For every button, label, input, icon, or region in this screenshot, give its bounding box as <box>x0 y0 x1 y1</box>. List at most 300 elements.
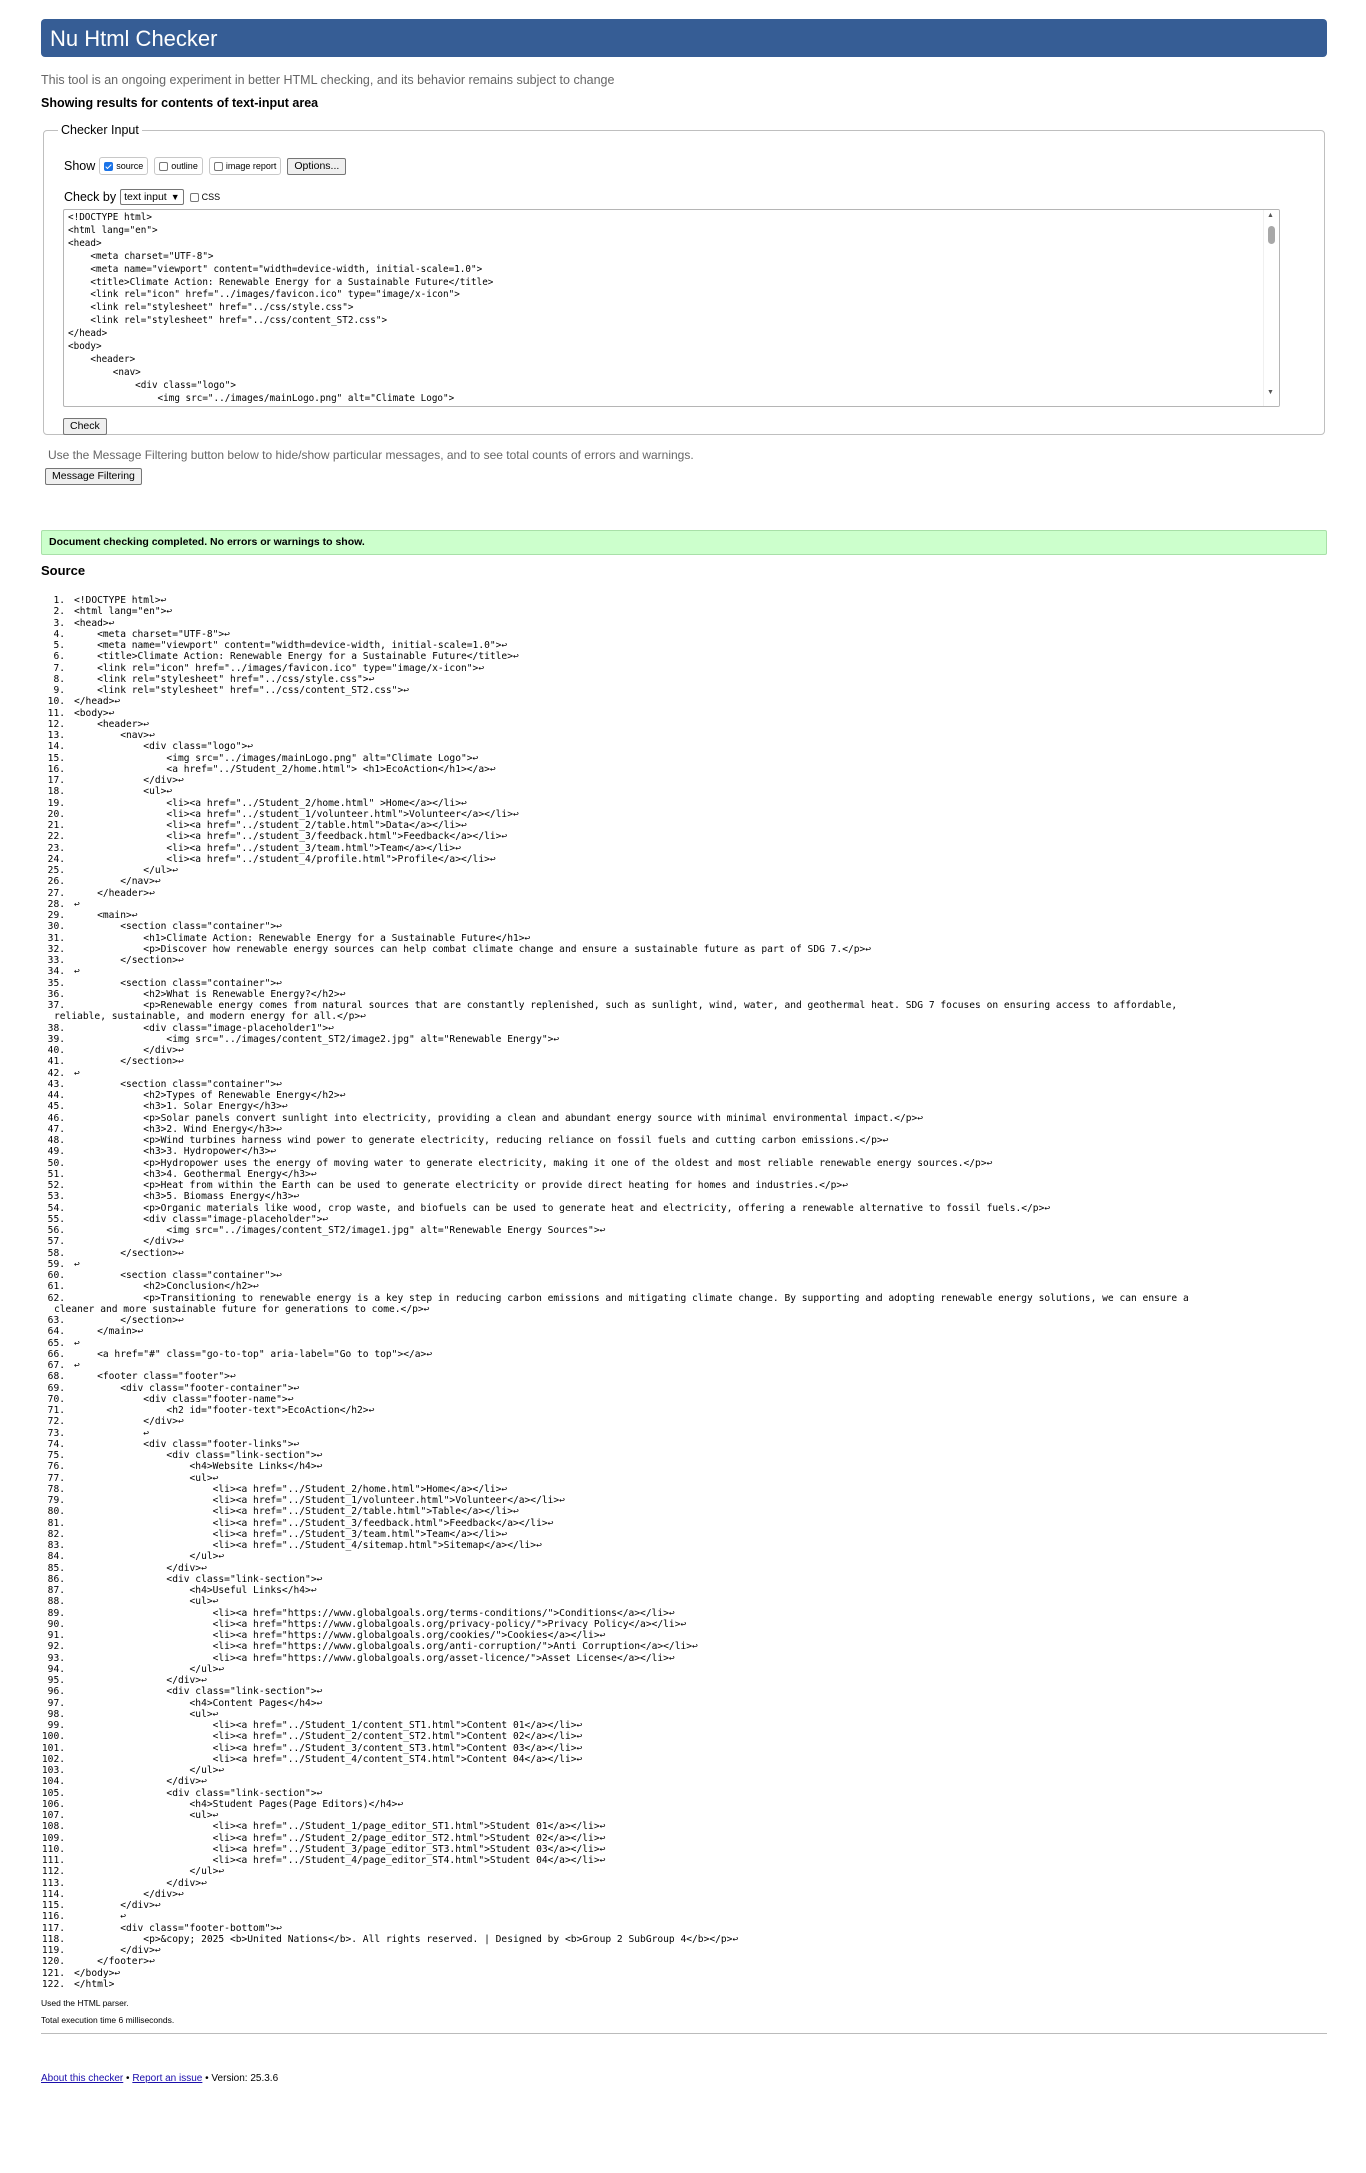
source-line <box>39 1698 1339 1709</box>
line-code: <section class="container">↩ <box>74 1270 282 1281</box>
outline-checkbox[interactable] <box>159 162 168 171</box>
line-number: 116. <box>41 1911 65 1923</box>
line-code: </div>↩ <box>74 1562 207 1574</box>
line-number: 50. <box>47 1157 65 1169</box>
source-line <box>39 820 1339 831</box>
line-number: 88. <box>47 1596 65 1608</box>
line-code: <h2>Conclusion</h2>↩ <box>74 1281 259 1293</box>
line-code: <li><a href="https://www.globalgoals.org/cookies/">Cookies</a></li>↩ <box>74 1630 606 1641</box>
line-number: 11. <box>47 707 65 719</box>
line-number: 80. <box>47 1506 65 1518</box>
line-number: 78. <box>47 1483 65 1495</box>
line-number: 118. <box>41 1933 65 1945</box>
source-line <box>39 1304 1339 1315</box>
line-code: </main>↩ <box>74 1326 144 1338</box>
line-number: 54. <box>47 1202 65 1214</box>
check-button[interactable]: Check <box>63 418 107 435</box>
line-number: 27. <box>47 887 65 899</box>
line-code: <li><a href="../Student_1/volunteer.html">Volunteer</a></li>↩ <box>74 1495 565 1506</box>
message-filtering-button[interactable]: Message Filtering <box>45 468 142 485</box>
line-number: 74. <box>47 1438 65 1450</box>
line-code: <h2 id="footer-text">EcoAction</h2>↩ <box>74 1405 375 1416</box>
line-code: <link rel="stylesheet" href="../css/style.css">↩ <box>74 673 375 685</box>
source-line <box>39 1180 1339 1191</box>
line-code: <p>&copy; 2025 <b>United Nations</b>. All rights reserved. | Designed by <b>Group 2 SubGroup 4</b></p>↩ <box>74 1933 739 1945</box>
line-code: <meta name="viewport" content="width=device-width, initial-scale=1.0">↩ <box>74 640 508 651</box>
line-number: 119. <box>41 1945 65 1956</box>
css-checkbox[interactable] <box>190 193 199 202</box>
source-line <box>39 1855 1339 1866</box>
source-line <box>39 1686 1339 1697</box>
line-code: <h3>5. Biomass Energy</h3>↩ <box>74 1191 300 1203</box>
line-number: 68. <box>47 1371 65 1383</box>
source-line <box>39 1338 1339 1349</box>
check-by-select[interactable] <box>120 189 184 205</box>
css-label: CSS <box>201 192 221 202</box>
line-code: ↩ <box>74 1427 150 1439</box>
line-code: <h3>2. Wind Energy</h3>↩ <box>74 1123 282 1135</box>
source-line <box>39 1911 1339 1922</box>
line-number: 9. <box>53 685 65 696</box>
source-line <box>39 1270 1339 1281</box>
line-number: 47. <box>47 1123 65 1135</box>
checker-input-fieldset <box>43 123 1325 435</box>
line-number: 97. <box>47 1697 65 1709</box>
showing-results-heading: Showing results for contents of text-input area <box>41 96 319 110</box>
line-code: <li><a href="../Student_1/page_editor_ST1.html">Student 01</a></li>↩ <box>74 1821 606 1833</box>
line-code: </header>↩ <box>74 887 155 899</box>
line-number: 90. <box>47 1618 65 1630</box>
source-line <box>39 1326 1339 1337</box>
line-number: 46. <box>47 1112 65 1124</box>
source-line <box>39 1405 1339 1416</box>
source-line <box>39 651 1339 662</box>
source-line <box>39 1574 1339 1585</box>
line-code: <li><a href="../Student_2/page_editor_ST2.html">Student 02</a></li>↩ <box>74 1832 606 1844</box>
report-issue-link[interactable]: Report an issue <box>132 2073 203 2084</box>
source-line <box>39 741 1339 752</box>
line-code: </div>↩ <box>74 1888 184 1900</box>
version-text: • Version: 25.3.6 <box>202 2073 279 2084</box>
line-code: <li><a href="../Student_2/content_ST2.html">Content 02</a></li>↩ <box>74 1731 583 1743</box>
line-code: <li><a href="../Student_3/content_ST3.html">Content 03</a></li>↩ <box>74 1742 583 1754</box>
line-number: 45. <box>47 1101 65 1113</box>
check-by-value: text input <box>124 191 167 203</box>
line-number: 99. <box>47 1720 65 1731</box>
image-report-checkbox[interactable] <box>214 162 223 171</box>
source-line <box>39 944 1339 955</box>
line-number: 109. <box>41 1832 65 1844</box>
source-line <box>39 1664 1339 1675</box>
line-code: <p>Renewable energy comes from natural sources that are constantly replenished, such as sunlight, wind, water, and geothermal heat. SDG 7 focuses on ensuring access to affordable, <box>74 1000 1178 1011</box>
source-line <box>39 618 1339 629</box>
line-code: </ul>↩ <box>74 1551 225 1563</box>
source-line <box>39 1068 1339 1079</box>
line-number: 24. <box>47 853 65 865</box>
line-code: ↩ <box>74 898 80 910</box>
source-line <box>39 1439 1339 1450</box>
line-number: 81. <box>47 1517 65 1529</box>
source-line <box>39 1473 1339 1484</box>
line-code: <li><a href="../student_2/table.html">Data</a></li>↩ <box>74 820 467 831</box>
line-code: <body>↩ <box>74 707 115 719</box>
line-number: 89. <box>47 1607 65 1619</box>
source-line <box>39 1833 1339 1844</box>
source-line <box>39 719 1339 730</box>
source-line <box>39 1371 1339 1382</box>
line-number: 30. <box>47 921 65 933</box>
line-number: 18. <box>47 786 65 798</box>
line-number: 48. <box>47 1135 65 1146</box>
show-source-option[interactable] <box>99 157 148 175</box>
source-line <box>39 1596 1339 1607</box>
source-line <box>39 978 1339 989</box>
line-code: </div>↩ <box>74 1236 184 1248</box>
line-number: 37. <box>47 1000 65 1011</box>
line-number: 73. <box>47 1427 65 1439</box>
line-number: 35. <box>47 977 65 989</box>
line-code: <section class="container">↩ <box>74 977 282 989</box>
line-code: <li><a href="../Student_4/content_ST4.html">Content 04</a></li>↩ <box>74 1753 583 1765</box>
line-number: 120. <box>41 1956 65 1968</box>
line-number: 15. <box>47 752 65 764</box>
source-line <box>39 1878 1339 1889</box>
scroll-down-icon[interactable]: ▼ <box>1267 389 1274 396</box>
source-line <box>39 730 1339 741</box>
line-number: 53. <box>47 1191 65 1203</box>
source-option-label: source <box>116 161 144 171</box>
line-code: <img src="../images/content_ST2/image2.jpg" alt="Renewable Energy">↩ <box>74 1033 560 1045</box>
line-code: <div class="link-section">↩ <box>74 1573 323 1585</box>
source-checkbox[interactable] <box>104 162 113 171</box>
line-number: 94. <box>47 1663 65 1675</box>
show-outline-option[interactable] <box>154 157 203 175</box>
line-code: </div>↩ <box>74 1416 184 1428</box>
source-line <box>39 1158 1339 1169</box>
line-number: 100. <box>41 1731 65 1743</box>
line-number: 17. <box>47 775 65 786</box>
source-line <box>39 854 1339 865</box>
source-line <box>39 1889 1339 1900</box>
line-number: 34. <box>47 966 65 978</box>
source-line <box>39 1124 1339 1135</box>
line-code: <li><a href="../Student_2/table.html">Table</a></li>↩ <box>74 1506 519 1518</box>
line-number: 105. <box>41 1787 65 1799</box>
line-number: 122. <box>41 1978 65 1990</box>
line-number: 121. <box>41 1967 65 1979</box>
line-number: 60. <box>47 1270 65 1281</box>
line-number: 19. <box>47 797 65 809</box>
source-line <box>39 1900 1339 1911</box>
line-number: 69. <box>47 1382 65 1394</box>
source-line <box>39 1349 1339 1360</box>
line-number: 1. <box>53 595 65 606</box>
line-number: 63. <box>47 1315 65 1326</box>
source-line <box>39 888 1339 899</box>
source-line <box>39 1214 1339 1225</box>
line-number: 61. <box>47 1281 65 1293</box>
line-number: 40. <box>47 1045 65 1056</box>
line-code: <p>Organic materials like wood, crop waste, and biofuels can be used to generate heat and electricity, offering a renewable alternative to fossil fuels.</p>↩ <box>74 1202 1051 1214</box>
line-number: 82. <box>47 1528 65 1540</box>
line-code: <li><a href="../Student_4/sitemap.html">Sitemap</a></li>↩ <box>74 1540 542 1551</box>
source-line <box>39 1776 1339 1787</box>
line-code: ↩ <box>74 1911 126 1923</box>
line-number: 21. <box>47 820 65 831</box>
line-number: 22. <box>47 831 65 843</box>
line-code: ↩ <box>74 1258 80 1270</box>
source-textarea[interactable] <box>63 209 1280 407</box>
chevron-down-icon: ▼ <box>170 192 180 202</box>
line-code: <meta charset="UTF-8">↩ <box>74 628 230 640</box>
line-code: <li><a href="../Student_2/home.html" >Home</a></li>↩ <box>74 797 467 809</box>
line-number: 98. <box>47 1708 65 1720</box>
line-number: 86. <box>47 1573 65 1585</box>
line-code: <section class="container">↩ <box>74 921 282 933</box>
line-code: <div class="image-placeholder1">↩ <box>74 1022 334 1034</box>
source-line <box>39 1225 1339 1236</box>
line-number: 32. <box>47 943 65 955</box>
line-code: <div class="link-section">↩ <box>74 1450 323 1461</box>
line-number: 12. <box>47 718 65 730</box>
source-line <box>39 989 1339 1000</box>
line-number: 31. <box>47 932 65 944</box>
line-code: <p>Wind turbines harness wind power to generate electricity, reducing reliance on fossil fuels and cutting carbon emissions.</p>↩ <box>74 1135 889 1146</box>
line-code: <div class="image-placeholder">↩ <box>74 1213 329 1225</box>
line-number: 39. <box>47 1033 65 1045</box>
line-code: <nav>↩ <box>74 730 155 741</box>
line-number: 114. <box>41 1888 65 1900</box>
line-number: 8. <box>53 673 65 685</box>
line-number: 41. <box>47 1056 65 1068</box>
line-number: 49. <box>47 1146 65 1158</box>
line-number: 36. <box>47 988 65 1000</box>
line-number: 43. <box>47 1078 65 1090</box>
line-number: 102. <box>41 1753 65 1765</box>
source-line <box>39 629 1339 640</box>
source-line <box>39 1416 1339 1427</box>
line-number: 38. <box>47 1022 65 1034</box>
line-code: <h2>What is Renewable Energy?</h2>↩ <box>74 988 346 1000</box>
line-code: <div class="footer-bottom">↩ <box>74 1922 282 1934</box>
line-number: 51. <box>47 1168 65 1180</box>
source-line <box>39 1720 1339 1731</box>
line-code: </head>↩ <box>74 696 121 708</box>
outline-option-label: outline <box>171 161 198 171</box>
options-button[interactable]: Options... <box>287 158 346 175</box>
source-line <box>39 1810 1339 1821</box>
line-number: 103. <box>41 1765 65 1776</box>
line-number: 111. <box>41 1855 65 1866</box>
source-line <box>39 1135 1339 1146</box>
line-code: reliable, sustainable, and modern energy for all.</p>↩ <box>54 1011 366 1023</box>
line-number: 112. <box>41 1866 65 1878</box>
source-line <box>39 1113 1339 1124</box>
source-heading: Source <box>41 563 86 578</box>
source-line <box>39 1754 1339 1765</box>
line-code: <div class="footer-links">↩ <box>74 1438 300 1450</box>
line-number: 104. <box>41 1776 65 1788</box>
line-code: </div>↩ <box>74 1877 207 1889</box>
line-code: <div class="footer-name">↩ <box>74 1393 294 1405</box>
source-line <box>39 663 1339 674</box>
line-code: </ul>↩ <box>74 1663 225 1675</box>
source-line <box>39 1281 1339 1292</box>
source-line <box>39 674 1339 685</box>
line-number: 56. <box>47 1225 65 1236</box>
line-code: <header>↩ <box>74 718 150 730</box>
line-code: </ul>↩ <box>74 865 178 876</box>
line-number: 52. <box>47 1180 65 1191</box>
source-line <box>39 1034 1339 1045</box>
scroll-up-icon[interactable]: ▲ <box>1267 212 1274 219</box>
show-label: Show <box>64 159 96 173</box>
source-line <box>39 708 1339 719</box>
line-number: 28. <box>47 898 65 910</box>
line-code: <li><a href="../Student_3/feedback.html">Feedback</a></li>↩ <box>74 1517 554 1529</box>
line-code: <div class="link-section">↩ <box>74 1787 323 1799</box>
line-code: <a href="#" class="go-to-top" aria-label="Go to top"></a>↩ <box>74 1348 433 1360</box>
source-line <box>39 1259 1339 1270</box>
source-line <box>39 1394 1339 1405</box>
line-number: 87. <box>47 1585 65 1596</box>
line-number: 2. <box>53 606 65 618</box>
line-code: cleaner and more sustainable future for generations to come.</p>↩ <box>54 1303 430 1315</box>
source-line <box>39 1743 1339 1754</box>
source-line <box>39 1191 1339 1202</box>
line-code: <img src="../images/mainLogo.png" alt="Climate Logo">↩ <box>74 752 479 764</box>
source-line <box>39 899 1339 910</box>
source-line <box>39 809 1339 820</box>
page-title: Nu Html Checker <box>50 26 218 51</box>
line-number: 77. <box>47 1472 65 1484</box>
line-number: 83. <box>47 1540 65 1551</box>
source-line <box>39 1428 1339 1439</box>
source-line <box>39 1619 1339 1630</box>
line-code: </html> <box>74 1978 115 1990</box>
line-code: <link rel="stylesheet" href="../css/content_ST2.css">↩ <box>74 685 410 696</box>
line-number: 55. <box>47 1213 65 1225</box>
filter-help-text: Use the Message Filtering button below to hide/show particular messages, and to see total counts of errors and warnings. <box>48 448 694 462</box>
line-number: 110. <box>41 1843 65 1855</box>
line-number: 65. <box>47 1337 65 1349</box>
line-code: <ul>↩ <box>74 1708 219 1720</box>
about-link[interactable]: About this checker <box>41 2073 124 2084</box>
line-code: <main>↩ <box>74 910 138 921</box>
source-line <box>39 1675 1339 1686</box>
source-line <box>39 1079 1339 1090</box>
footer-separator: • <box>123 2073 133 2084</box>
source-textarea-content: <!DOCTYPE html> <html lang="en"> <head> <meta charset="UTF-8"> <meta name="viewport" content="width=device-width, initial-scale=1.0"> <title>Climate Action: Renewable Energy for a Sustainable Future</title> <link rel="icon" href="../images/favicon.ico" type="image/x-icon"> <link rel="stylesheet" href="../css/style.css"> <link rel="stylesheet" href="../css/content_ST2.css"> </head> <body> <header> <nav> <div class="logo"> <img src="../images/mainLogo.png" alt="Climate Logo"> <box>68 212 494 404</box>
source-line <box>39 876 1339 887</box>
textarea-scrollbar[interactable] <box>1263 210 1279 406</box>
parser-note: Used the HTML parser. <box>41 1998 129 2008</box>
line-number: 6. <box>53 651 65 663</box>
source-line <box>39 1529 1339 1540</box>
line-code: <h2>Types of Renewable Energy</h2>↩ <box>74 1090 346 1101</box>
line-code: <link rel="icon" href="../images/favicon.ico" type="image/x-icon">↩ <box>74 662 485 674</box>
line-code: <head>↩ <box>74 617 115 629</box>
line-code: <h4>Student Pages(Page Editors)</h4>↩ <box>74 1798 404 1810</box>
line-number: 93. <box>47 1652 65 1664</box>
line-number: 16. <box>47 763 65 775</box>
source-line <box>39 831 1339 842</box>
show-image-report-option[interactable] <box>209 157 282 175</box>
line-code: <ul>↩ <box>74 786 173 798</box>
line-code: </section>↩ <box>74 955 184 966</box>
scrollbar-thumb[interactable] <box>1268 226 1275 244</box>
line-code: </div>↩ <box>74 1945 161 1956</box>
line-code: </ul>↩ <box>74 1866 225 1878</box>
line-code: </div>↩ <box>74 1900 161 1911</box>
line-number: 14. <box>47 741 65 753</box>
line-code: <li><a href="../student_1/volunteer.html">Volunteer</a></li>↩ <box>74 808 519 820</box>
line-number: 115. <box>41 1900 65 1911</box>
source-line <box>39 1315 1339 1326</box>
line-number: 44. <box>47 1090 65 1101</box>
source-line <box>39 640 1339 651</box>
line-code: <li><a href="../Student_3/team.html">Team</a></li>↩ <box>74 1528 508 1540</box>
line-code: <title>Climate Action: Renewable Energy for a Sustainable Future</title>↩ <box>74 651 519 663</box>
source-line <box>39 1146 1339 1157</box>
source-line <box>39 1956 1339 1967</box>
line-code: <ul>↩ <box>74 1810 219 1821</box>
line-code: <!DOCTYPE html>↩ <box>74 595 167 606</box>
source-line <box>39 1495 1339 1506</box>
source-line <box>39 1169 1339 1180</box>
line-number: 57. <box>47 1236 65 1248</box>
line-code: <p>Discover how renewable energy sources can help combat climate change and ensure a sustainable future as part of SDG 7.</p>↩ <box>74 943 872 955</box>
line-code: </div>↩ <box>74 1675 207 1686</box>
execution-time-note: Total execution time 6 milliseconds. <box>41 2015 175 2025</box>
line-code: <h4>Website Links</h4>↩ <box>74 1461 323 1473</box>
line-code: ↩ <box>74 1067 80 1079</box>
line-code: <h3>3. Hydropower</h3>↩ <box>74 1146 277 1158</box>
line-number: 76. <box>47 1461 65 1473</box>
line-code: </ul>↩ <box>74 1765 225 1776</box>
line-number: 106. <box>41 1798 65 1810</box>
line-code: </div>↩ <box>74 1045 184 1056</box>
line-code: <p>Hydropower uses the energy of moving water to generate electricity, making it one of the oldest and most reliable renewable energy sources.</p>↩ <box>74 1157 993 1169</box>
source-line <box>39 1945 1339 1956</box>
line-number: 64. <box>47 1326 65 1338</box>
source-line <box>39 595 1339 606</box>
line-number: 107. <box>41 1810 65 1821</box>
line-code: </footer>↩ <box>74 1956 155 1968</box>
line-code: </section>↩ <box>74 1056 184 1068</box>
source-line <box>39 1821 1339 1832</box>
source-line <box>39 1450 1339 1461</box>
line-code: ↩ <box>74 966 80 978</box>
source-line <box>39 1023 1339 1034</box>
source-line <box>39 966 1339 977</box>
divider <box>41 2033 1327 2034</box>
line-number: 113. <box>41 1877 65 1889</box>
line-number: 84. <box>47 1551 65 1563</box>
source-line <box>39 1788 1339 1799</box>
line-code: <li><a href="https://www.globalgoals.org/asset-licence/">Asset License</a></li>↩ <box>74 1652 675 1664</box>
source-line <box>39 1844 1339 1855</box>
line-code: <li><a href="../Student_4/page_editor_ST4.html">Student 04</a></li>↩ <box>74 1855 606 1866</box>
source-line <box>39 843 1339 854</box>
source-line <box>39 1799 1339 1810</box>
line-code: ↩ <box>74 1360 80 1371</box>
source-line <box>39 1461 1339 1472</box>
show-options-row <box>64 157 346 175</box>
source-line <box>39 1101 1339 1112</box>
line-code: <li><a href="../Student_3/page_editor_ST3.html">Student 03</a></li>↩ <box>74 1843 606 1855</box>
line-number: 67. <box>47 1360 65 1371</box>
